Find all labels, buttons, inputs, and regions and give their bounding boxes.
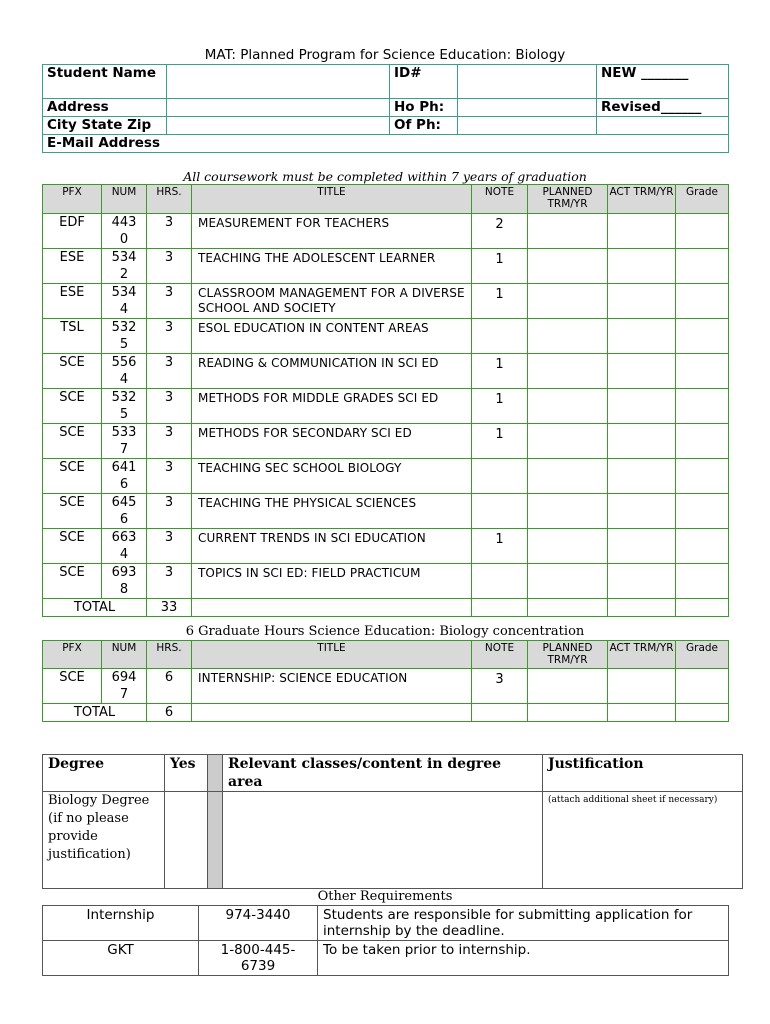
actual-term-field[interactable] [608, 389, 676, 424]
col-act: ACT TRM/YR [608, 185, 676, 214]
requirement-phone: 1-800-445-6739 [199, 941, 318, 976]
planned-term-field[interactable] [528, 459, 608, 494]
core-total-hours: 33 [147, 599, 192, 617]
col-pfx: PFX [43, 185, 102, 214]
grade-field[interactable] [676, 529, 729, 564]
student-name-field[interactable] [167, 65, 390, 99]
course-note: 1 [472, 249, 528, 284]
grade-field[interactable] [676, 669, 729, 704]
course-prefix: SCE [43, 494, 102, 529]
blank-cell [597, 117, 729, 135]
course-number: 5325 [102, 389, 147, 424]
actual-term-field[interactable] [608, 459, 676, 494]
actual-term-field[interactable] [608, 669, 676, 704]
office-phone-label: Of Ph: [390, 117, 458, 135]
course-row [43, 529, 729, 564]
course-note [472, 459, 528, 494]
actual-term-field[interactable] [608, 319, 676, 354]
justification-field[interactable]: (attach additional sheet if necessary) [543, 792, 743, 889]
student-info-table [42, 64, 729, 153]
id-label: ID# [390, 65, 458, 99]
planned-term-field[interactable] [528, 529, 608, 564]
grade-field[interactable] [676, 284, 729, 319]
course-title: READING & COMMUNICATION IN SCI ED [192, 354, 472, 389]
concentration-heading: 6 Graduate Hours Science Education: Biology concentration [185, 624, 585, 639]
course-hours: 3 [147, 319, 192, 354]
city-state-zip-field[interactable] [167, 117, 390, 135]
course-number: 6634 [102, 529, 147, 564]
course-number: 6938 [102, 564, 147, 599]
course-title: METHODS FOR MIDDLE GRADES SCI ED [192, 389, 472, 424]
course-hours: 3 [147, 249, 192, 284]
course-title: TOPICS IN SCI ED: FIELD PRACTICUM [192, 564, 472, 599]
course-title: TEACHING THE ADOLESCENT LEARNER [192, 249, 472, 284]
degree-col-justification: Justification [543, 755, 743, 792]
relevant-classes-field[interactable] [223, 792, 543, 889]
course-prefix: SCE [43, 529, 102, 564]
course-number: 4430 [102, 214, 147, 249]
planned-term-field[interactable] [528, 284, 608, 319]
grade-field[interactable] [676, 564, 729, 599]
core-total-label: TOTAL [43, 599, 147, 617]
planned-term-field[interactable] [528, 249, 608, 284]
course-note: 1 [472, 284, 528, 319]
course-prefix: ESE [43, 249, 102, 284]
home-phone-label: Ho Ph: [390, 99, 458, 117]
course-number: 5564 [102, 354, 147, 389]
col-grade: Grade [676, 641, 729, 669]
actual-term-field[interactable] [608, 564, 676, 599]
shaded-divider [208, 755, 223, 792]
course-hours: 3 [147, 214, 192, 249]
course-title: METHODS FOR SECONDARY SCI ED [192, 424, 472, 459]
planned-term-field[interactable] [528, 214, 608, 249]
course-number: 5325 [102, 319, 147, 354]
course-title: CLASSROOM MANAGEMENT FOR A DIVERSE SCHOOL AND SOCIETY [192, 284, 472, 319]
col-grade: Grade [676, 185, 729, 214]
course-note: 1 [472, 389, 528, 424]
shaded-divider [208, 792, 223, 889]
col-hrs: HRS. [147, 641, 192, 669]
degree-col-degree: Degree [43, 755, 165, 792]
col-note: NOTE [472, 641, 528, 669]
course-number: 6416 [102, 459, 147, 494]
address-field[interactable] [167, 99, 390, 117]
grade-field[interactable] [676, 249, 729, 284]
planned-term-field[interactable] [528, 424, 608, 459]
course-prefix: SCE [43, 389, 102, 424]
course-prefix: ESE [43, 284, 102, 319]
col-note: NOTE [472, 185, 528, 214]
course-number: 5344 [102, 284, 147, 319]
concentration-total-hours: 6 [147, 704, 192, 722]
course-hours: 3 [147, 564, 192, 599]
city-state-zip-label: City State Zip [43, 117, 167, 135]
course-title: TEACHING SEC SCHOOL BIOLOGY [192, 459, 472, 494]
student-name-label: Student Name [43, 65, 167, 99]
course-row [43, 669, 729, 704]
course-row [43, 424, 729, 459]
course-prefix: TSL [43, 319, 102, 354]
course-hours: 3 [147, 494, 192, 529]
degree-table [42, 754, 743, 889]
course-title: TEACHING THE PHYSICAL SCIENCES [192, 494, 472, 529]
course-number: 6947 [102, 669, 147, 704]
email-label[interactable]: E-Mail Address [43, 135, 729, 153]
course-note [472, 494, 528, 529]
col-planned: PLANNED TRM/YR [528, 185, 608, 214]
course-note: 1 [472, 354, 528, 389]
actual-term-field[interactable] [608, 284, 676, 319]
form-title: MAT: Planned Program for Science Education: Biology [204, 47, 566, 63]
degree-yes-field[interactable] [165, 792, 208, 889]
col-pfx: PFX [43, 641, 102, 669]
grade-field[interactable] [676, 319, 729, 354]
grade-field[interactable] [676, 424, 729, 459]
course-hours: 3 [147, 354, 192, 389]
course-hours: 3 [147, 529, 192, 564]
course-prefix: EDF [43, 214, 102, 249]
requirement-name: Internship [43, 906, 199, 941]
col-num: NUM [102, 641, 147, 669]
course-hours: 3 [147, 459, 192, 494]
id-field[interactable] [458, 65, 597, 99]
course-number: 5337 [102, 424, 147, 459]
biology-degree-label: Biology Degree (if no please provide justification) [43, 792, 165, 889]
course-number: 5342 [102, 249, 147, 284]
requirement-row [43, 941, 729, 976]
course-note [472, 319, 528, 354]
course-row [43, 319, 729, 354]
course-row [43, 389, 729, 424]
coursework-note: All coursework must be completed within 7 years of graduation [183, 169, 587, 184]
actual-term-field[interactable] [608, 529, 676, 564]
degree-col-relevant: Relevant classes/content in degree area [223, 755, 543, 792]
course-hours: 3 [147, 424, 192, 459]
course-hours: 3 [147, 389, 192, 424]
planned-term-field[interactable] [528, 319, 608, 354]
col-planned: PLANNED TRM/YR [528, 641, 608, 669]
other-requirements-table [42, 905, 729, 976]
course-row [43, 249, 729, 284]
col-title: TITLE [192, 185, 472, 214]
actual-term-field[interactable] [608, 214, 676, 249]
course-number: 6456 [102, 494, 147, 529]
course-note: 1 [472, 529, 528, 564]
course-row [43, 459, 729, 494]
actual-term-field[interactable] [608, 249, 676, 284]
actual-term-field[interactable] [608, 354, 676, 389]
other-requirements-heading: Other Requirements [317, 889, 453, 904]
col-title: TITLE [192, 641, 472, 669]
requirement-description: Students are responsible for submitting application for internship by the deadline. [318, 906, 729, 941]
requirement-row [43, 906, 729, 941]
course-note: 1 [472, 424, 528, 459]
requirement-description: To be taken prior to internship. [318, 941, 729, 976]
course-prefix: SCE [43, 424, 102, 459]
grade-field[interactable] [676, 389, 729, 424]
col-act: ACT TRM/YR [608, 641, 676, 669]
actual-term-field[interactable] [608, 494, 676, 529]
course-row [43, 494, 729, 529]
planned-term-field[interactable] [528, 389, 608, 424]
address-label: Address [43, 99, 167, 117]
office-phone-field[interactable] [458, 117, 597, 135]
course-note: 2 [472, 214, 528, 249]
course-row [43, 354, 729, 389]
course-row [43, 214, 729, 249]
course-row [43, 564, 729, 599]
course-prefix: SCE [43, 669, 102, 704]
course-note [472, 564, 528, 599]
requirement-phone: 974-3440 [199, 906, 318, 941]
course-title: ESOL EDUCATION IN CONTENT AREAS [192, 319, 472, 354]
course-prefix: SCE [43, 354, 102, 389]
grade-field[interactable] [676, 494, 729, 529]
course-note: 3 [472, 669, 528, 704]
requirement-name: GKT [43, 941, 199, 976]
col-hrs: HRS. [147, 185, 192, 214]
planned-term-field[interactable] [528, 564, 608, 599]
course-hours: 3 [147, 284, 192, 319]
planned-term-field[interactable] [528, 354, 608, 389]
course-prefix: SCE [43, 459, 102, 494]
grade-field[interactable] [676, 459, 729, 494]
concentration-courses-table [42, 640, 729, 722]
planned-term-field[interactable] [528, 669, 608, 704]
revised-label[interactable]: Revised______ [597, 99, 729, 117]
course-title: INTERNSHIP: SCIENCE EDUCATION [192, 669, 472, 704]
course-title: CURRENT TRENDS IN SCI EDUCATION [192, 529, 472, 564]
grade-field[interactable] [676, 214, 729, 249]
course-title: MEASUREMENT FOR TEACHERS [192, 214, 472, 249]
grade-field[interactable] [676, 354, 729, 389]
col-num: NUM [102, 185, 147, 214]
course-prefix: SCE [43, 564, 102, 599]
course-hours: 6 [147, 669, 192, 704]
core-courses-table [42, 184, 729, 617]
actual-term-field[interactable] [608, 424, 676, 459]
new-label[interactable]: NEW _______ [597, 65, 729, 99]
degree-col-yes: Yes [165, 755, 208, 792]
home-phone-field[interactable] [458, 99, 597, 117]
course-row [43, 284, 729, 319]
concentration-total-label: TOTAL [43, 704, 147, 722]
planned-term-field[interactable] [528, 494, 608, 529]
